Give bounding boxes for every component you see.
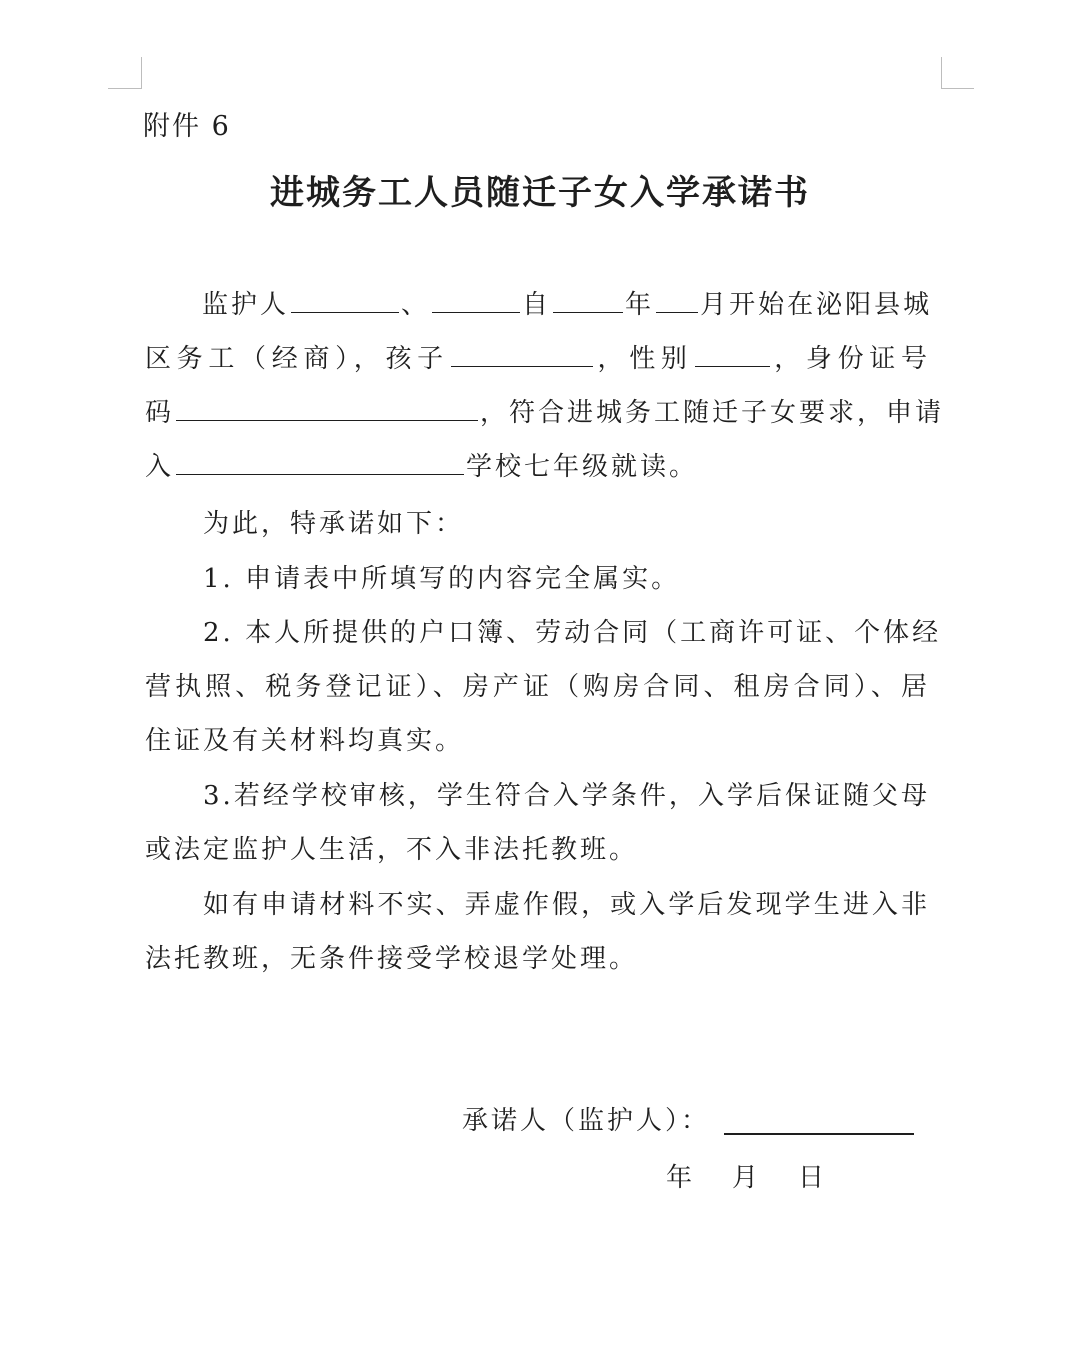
para1-line3: 码 ，符合进城务工随迁子女要求，申请 [145, 398, 945, 428]
date-month: 月 [732, 1163, 759, 1193]
attachment-label: 附件 6 [143, 111, 231, 142]
document-title: 进城务工人员随迁子女入学承诺书 [270, 173, 810, 213]
date-day: 日 [798, 1163, 825, 1193]
signature-date [666, 1157, 824, 1194]
commitment-item-3-line2: 或法定监护人生活，不入非法托教班。 [145, 835, 639, 865]
start-month-blank[interactable] [656, 290, 698, 313]
school-name-blank[interactable] [176, 452, 464, 475]
para1-line2: 区务工（经商），孩子 ，性别 ，身份证号 [145, 344, 930, 374]
closing-line1: 如有申请材料不实、弄虚作假，或入学后发现学生进入非 [203, 890, 930, 920]
start-year-blank[interactable] [553, 290, 623, 313]
commitment-item-2-line2: 营执照、税务登记证）、房产证（购房合同、租房合同）、居 [145, 672, 930, 702]
commitment-item-3-line1: 3.若经学校审核，学生符合入学条件，入学后保证随父母 [203, 781, 930, 811]
closing-line2: 法托教班，无条件接受学校退学处理。 [145, 944, 639, 974]
commitment-item-2-line1: 2. 本人所提供的户口簿、劳动合同（工商许可证、个体经 [203, 618, 942, 648]
child-name-blank[interactable] [451, 344, 593, 367]
signature-label: 承诺人（监护人）： [462, 1106, 711, 1136]
guardian-name-blank-1[interactable] [291, 290, 399, 313]
commitment-intro: 为此，特承诺如下： [203, 509, 465, 539]
para1-line1: 监护人 、 自 年 月开始在泌阳县城 [202, 290, 933, 320]
id-number-blank[interactable] [176, 398, 478, 421]
gender-blank[interactable] [695, 344, 770, 367]
date-year: 年 [666, 1163, 693, 1193]
commitment-item-1: 1. 申请表中所填写的内容完全属实。 [203, 564, 681, 594]
commitment-item-2-line3: 住证及有关材料均真实。 [145, 726, 465, 756]
para1-line4: 入 学校七年级就读。 [145, 452, 699, 482]
signature-blank[interactable] [724, 1133, 914, 1135]
guardian-name-blank-2[interactable] [432, 290, 520, 313]
